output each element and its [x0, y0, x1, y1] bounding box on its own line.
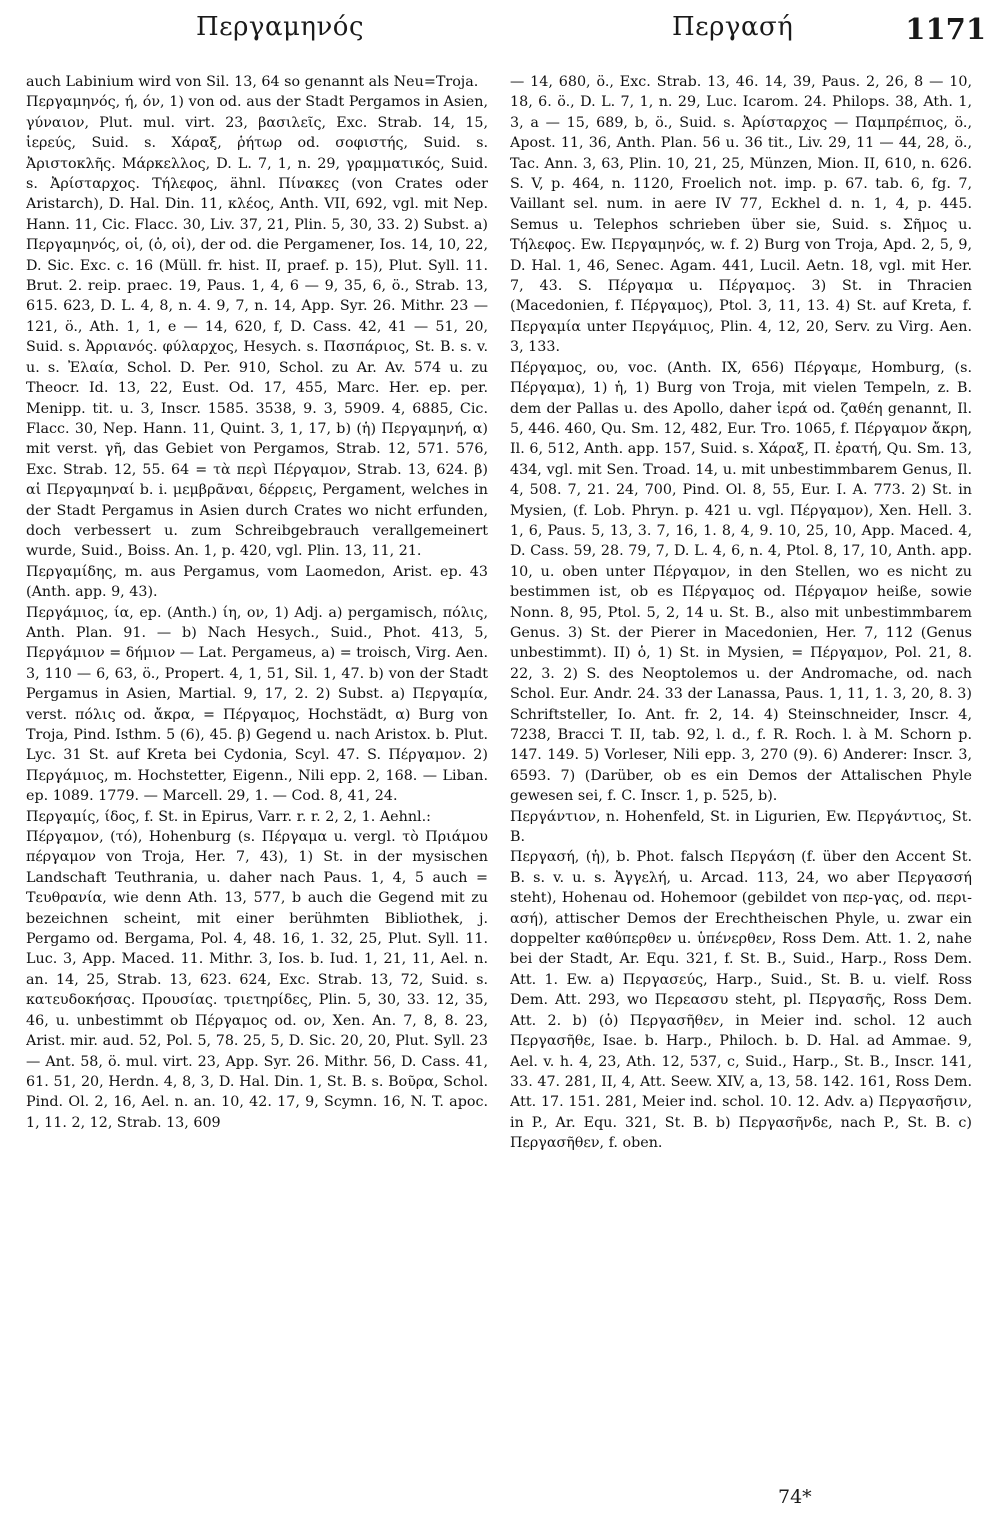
- entry-pergamios: Περγάμιος, ία, ep. (Anth.) ίη, ον, 1) Adj. a) pergamisch, πόλις, Anth. Plan. 91. — b) Nach Hesych., Suid., Phot. 413, 5, Περγάμιον = δήμιον — Lat. Pergameus, a) = troisch, Virg. Aen. 3, 110 — 6, 63, ö., Propert. 4, 1, 51, Sil. 1, 47. b) von der Stadt Pergamus in Asien, Martial. 9, 17, 2. 2) Subst. a) Περγαμία, verst. πόλις od. ἄκρα, = Πέργαμος, Hochstädt, α) Burg von Troja, Pind. Isthm. 5 (6), 45. β) Gegend u. nach Aristox. b. Plut. Lyc. 31 St. auf Kreta bei Cydonia, Scyl. 47. S. Πέργαμον. 2) Περγάμιος, m. Hochstetter, Eigenn., Nili epp. 2, 168. — Liban. ep. 1089. 1779. — Marcell. 29, 1. — Cod. 8, 41, 24.: [26, 604, 488, 805]
- entry-pergamides: Περγαμίδης, m. aus Pergamus, vom Laomedon, Arist. ep. 43 (Anth. app. 9, 43).: [26, 563, 488, 601]
- entry-pergantion: Περγάντιον, n. Hohenfeld, St. in Ligurien, Ew. Περγάντιος, St. B.: [510, 808, 972, 846]
- entry-pergamon: Πέργαμον, (τό), Hohenburg (s. Πέργαμα u. vergl. τὸ Πριάμου πέργαμον von Troja, Her. 7, 43), 1) St. in der mysischen Landschaft Teuthrania, u. daher nach Paus. 1, 4, 5 auch = Τευθρανία, wie denn Ath. 13, 577, b auch die Gegend mit zu bezeichnen scheint, mit einer berühmten Bibliothek, j. Pergamo od. Bergama, Pol. 4, 48. 16, 1. 32, 25, Plut. Syll. 11. Luc. 3, App. Maced. 11. Mithr. 3, Ios. b. Iud. 1, 21, 11, Ael. n. an. 14, 25, Strab. 13, 623. 624, Exc. Strab. 13, 72, Suid. s. κατευδοκήσας. Προυσίας. τριετηρίδες, Plin. 5, 30, 33. 12, 35, 46, u. unbestimmt ob Πέργαμος od. ον, Xen. An. 7, 8, 8. 23, Arist. mir. aud. 52, Pol. 5, 78. 25, 5, D. Sic. 20, 20, Plut. Syll. 23 — Ant. 58, ö. mul. virt. 23, App. Syr. 26. Mithr. 56, D. Cass. 41, 61. 51, 20, Herdn. 4, 8, 3, D. Hal. Din. 1, St. B. s. Βοῦρα, Schol. Pind. Ol. 2, 16, Ael. n. an. 10, 42. 17, 9, Scymn. 16, N. T. apoc. 1, 11. 2, 12, Strab. 13, 609: [26, 829, 488, 1131]
- entry-pergamenos: Περγαμηνός, ή, όν, 1) von od. aus der Stadt Pergamos in Asien, γύναιον, Plut. mul. virt. 23, βασιλεῖς, Exc. Strab. 14, 15, ἱερεύς, Suid. s. Χάραξ, ῥήτωρ od. σοφιστής, Suid. s. Ἀριστοκλῆς. Μάρκελλος, D. L. 7, 1, n. 29, γραμματικός, Suid. s. Ἀρίσταρχος. Τήλεφος, ähnl. Πίνακες (von Crates oder Aristarch), D. Hal. Din. 11, κλέος, Anth. VII, 692, vgl. mit Nep. Hann. 11, Cic. Flacc. 30, Liv. 37, 21, Plin. 5, 30, 33. 2) Subst. a) Περγαμηνός, οἱ, (ὁ, οἱ), der od. die Pergamener, Ios. 14, 10, 22, D. Sic. Exc. c. 16 (Müll. fr. hist. II, praef. p. 15), Plut. Syll. 11. Brut. 2. reip. praec. 19, Paus. 1, 4, 6 — 9, 35, 6, ö., Strab. 13, 615. 623, D. L. 4, 8, n. 4. 9, 7, n. 14, App. Syr. 26. Mithr. 23 — 121, ö., Ath. 1, 1, e — 14, 620, f, D. Cass. 42, 41 — 51, 20, Suid. s. Ἀρριανός. φύλαρχος, Hesych. s. Πασπάριος, St. B. s. v. u. s. Ἐλαία, Schol. D. Per. 910, Schol. zu Ar. Av. 574 u. zu Theocr. Id. 13, 22, Eust. Od. 17, 455, Marc. Her. ep. per. Menipp. tit. u. 3, Inscr. 1585. 3538, 9. 3, 5909. 4, 6885, Cic. Flacc. 30, Nep. Hann. 11, Quint. 3, 1, 17, b) (ἡ) Περγαμηνή, α) mit verst. γῆ, das Gebiet von Pergamos, Strab. 12, 571. 576, Exc. Strab. 12, 55. 64 = τὰ περὶ Πέργαμον, Strab. 13, 624. β) αἱ Περγαμηναί b. i. μεμβρᾶναι, δέρρεις, Pergament, welches in der Stadt Pergamus in Asien durch Crates wo nicht erfunden, doch verbessert u. zum Schreibgebrauch verallgemeinert wurde, Suid., Boiss. An. 1, p. 420, vgl. Plin. 13, 11, 21.: [26, 94, 488, 560]
- page-number: 1171: [905, 12, 986, 46]
- left-running-headword: Περγαμηνός: [196, 12, 365, 42]
- page-header: [0, 12, 1000, 58]
- right-running-headword: Περγασή: [672, 12, 794, 42]
- left-column: [26, 72, 488, 1472]
- entry-pergamos: Πέργαμος, ου, voc. (Anth. IX, 656) Πέργαμε, Homburg, (s. Πέργαμα), 1) ἡ, 1) Burg von Troja, mit vielen Tempeln, z. B. dem der Pallas u. des Apollo, daher ἱερά od. ζαθέη genannt, Il. 5, 446. 460, Qu. Sm. 12, 482, Eur. Tro. 1065, f. Πέργαμον ἄκρη, Il. 6, 512, Anth. app. 157, Suid. s. Χάραξ, Π. ἐρατή, Qu. Sm. 13, 434, vgl. mit Sen. Troad. 14, u. mit unbestimmbarem Genus, Il. 4, 508. 7, 21. 24, 700, Pind. Ol. 8, 55, Eur. I. A. 773. 2) St. in Mysien, (f. Lob. Phryn. p. 421 u. vgl. Πέργαμον), Xen. Hell. 3. 1, 6, Paus. 5, 13, 3. 7, 16, 1. 8, 4, 9. 10, 25, 10, App. Maced. 4, D. Cass. 59, 28. 79, 7, D. L. 4, 6, n. 4, Ptol. 8, 17, 10, Anth. app. 10, u. oben unter Πέργαμον, in den Stellen, wo es nicht zu bestimmen ist, ob es Πέργαμος od. Πέργαμον heiße, sowie Nonn. 8, 95, Ptol. 5, 2, 14 u. St. B., also mit unbestimmbarem Genus. 3) St. der Pierer in Macedonien, Her. 7, 112 (Genus unbestimmt). II) ὁ, 1) St. in Mysien, = Πέργαμον, Pol. 21, 8. 22, 3. 2) S. des Neoptolemos u. der Andromache, od. nach Schol. Eur. Andr. 24. 33 der Lanassa, Paus. 1, 11, 1. 3, 20, 8. 3) Schriftsteller, Io. Ant. fr. 2, 14. 4) Steinschneider, Inscr. 4, 7238, Bracci T. II, tab. 92, l. d., f. R. Roch. l. à M. Schorn p. 147. 149. 5) Vorleser, Nili epp. 3, 270 (9). 6) Anderer: Inscr. 3, 6593. 7) (Darüber, ob es ein Demos der Attalischen Phyle gewesen sei, f. C. Inscr. 1, p. 525, b).: [510, 359, 972, 805]
- right-column: [510, 72, 972, 1472]
- entry-pergamis: Περγαμίς, ίδος, f. St. in Epirus, Varr. r. r. 2, 2, 1. Aehnl.:: [26, 808, 431, 825]
- signature-mark: 74*: [778, 1486, 812, 1508]
- entry-pergase: Περγασή, (ἡ), b. Phot. falsch Περγάση (f. über den Accent St. B. s. v. u. s. Ἀγγελή, u. Arcad. 113, 24, wo aber Περγασσή steht), Hohenau od. Hohemoor (gebildet von περ-γας, od. περι-ασή), attischer Demos der Erechtheischen Phyle, u. zwar ein doppelter καθύπερθεν u. ὑπένερθεν, Ross Dem. Att. 1. 2, nahe bei der Stadt, Ar. Equ. 321, f. St. B., Suid., Harp., Ross Dem. Att. 1. Ew. a) Περγασεύς, Harp., Suid., St. B. u. vielf. Ross Dem. Att. 293, wo Περεασσυ steht, pl. Περγασῆς, Ross Dem. Att. 2. b) (ὁ) Περγασῆθεν, in Meier ind. schol. 12 auch Περγασῆθε, Isae. b. Harp., Philoch. b. D. Hal. ad Ammae. 9, Ael. v. h. 4, 23, Ath. 12, 537, c, Suid., Harp., St. B., Inscr. 141, 33. 47. 281, II, 4, Att. Seew. XIV, a, 13, 58. 142. 161, Ross Dem. Att. 17. 151. 281, Meier ind. schol. 10. 12. Adv. a) Περγασῆσιν, in P., Ar. Equ. 321, St. B. b) Περγασῆνδε, nach P., St. B. c) Περγασῆθεν, f. oben.: [510, 849, 972, 1152]
- entry-continuation: auch Labinium wird von Sil. 13, 64 so genannt als Neu=Troja.: [26, 74, 479, 90]
- entry-pergamon-continued: — 14, 680, ö., Exc. Strab. 13, 46. 14, 39, Paus. 2, 26, 8 — 10, 18, 6. ö., D. L. 7, 1, n. 29, Luc. Icarom. 24. Philops. 38, Ath. 1, 3, a — 15, 689, b, ö., Suid. s. Ἀρίσταρχος — Παμπρέπιος, ö., Apost. 11, 36, Anth. Plan. 56 u. 36 tit., Liv. 29, 11 — 44, 28, ö., Tac. Ann. 3, 63, Plin. 10, 21, 25, Münzen, Mion. II, 610, n. 626. S. V, p. 464, n. 1120, Froelich not. imp. p. 67. tab. 6, fg. 7, Vaillant sel. num. in aere IV 77, Eckhel d. n. 1, 4, p. 445. Semus u. Telephos schrieben über sie, Suid. s. Σῆμος u. Τήλεφος. Ew. Περγαμηνός, w. f. 2) Burg von Troja, Apd. 2, 5, 9, D. Hal. 1, 46, Senec. Agam. 441, Lucil. Aetn. 18, vgl. mit Her. 7, 43. S. Πέργαμα u. Πέργαμος. 3) St. in Thracien (Macedonien, f. Πέργαμος), Ptol. 3, 11, 13. 4) St. auf Kreta, f. Περγαμία unter Περγάμιος, Plin. 4, 12, 20, Serv. zu Virg. Aen. 3, 133.: [510, 74, 972, 356]
